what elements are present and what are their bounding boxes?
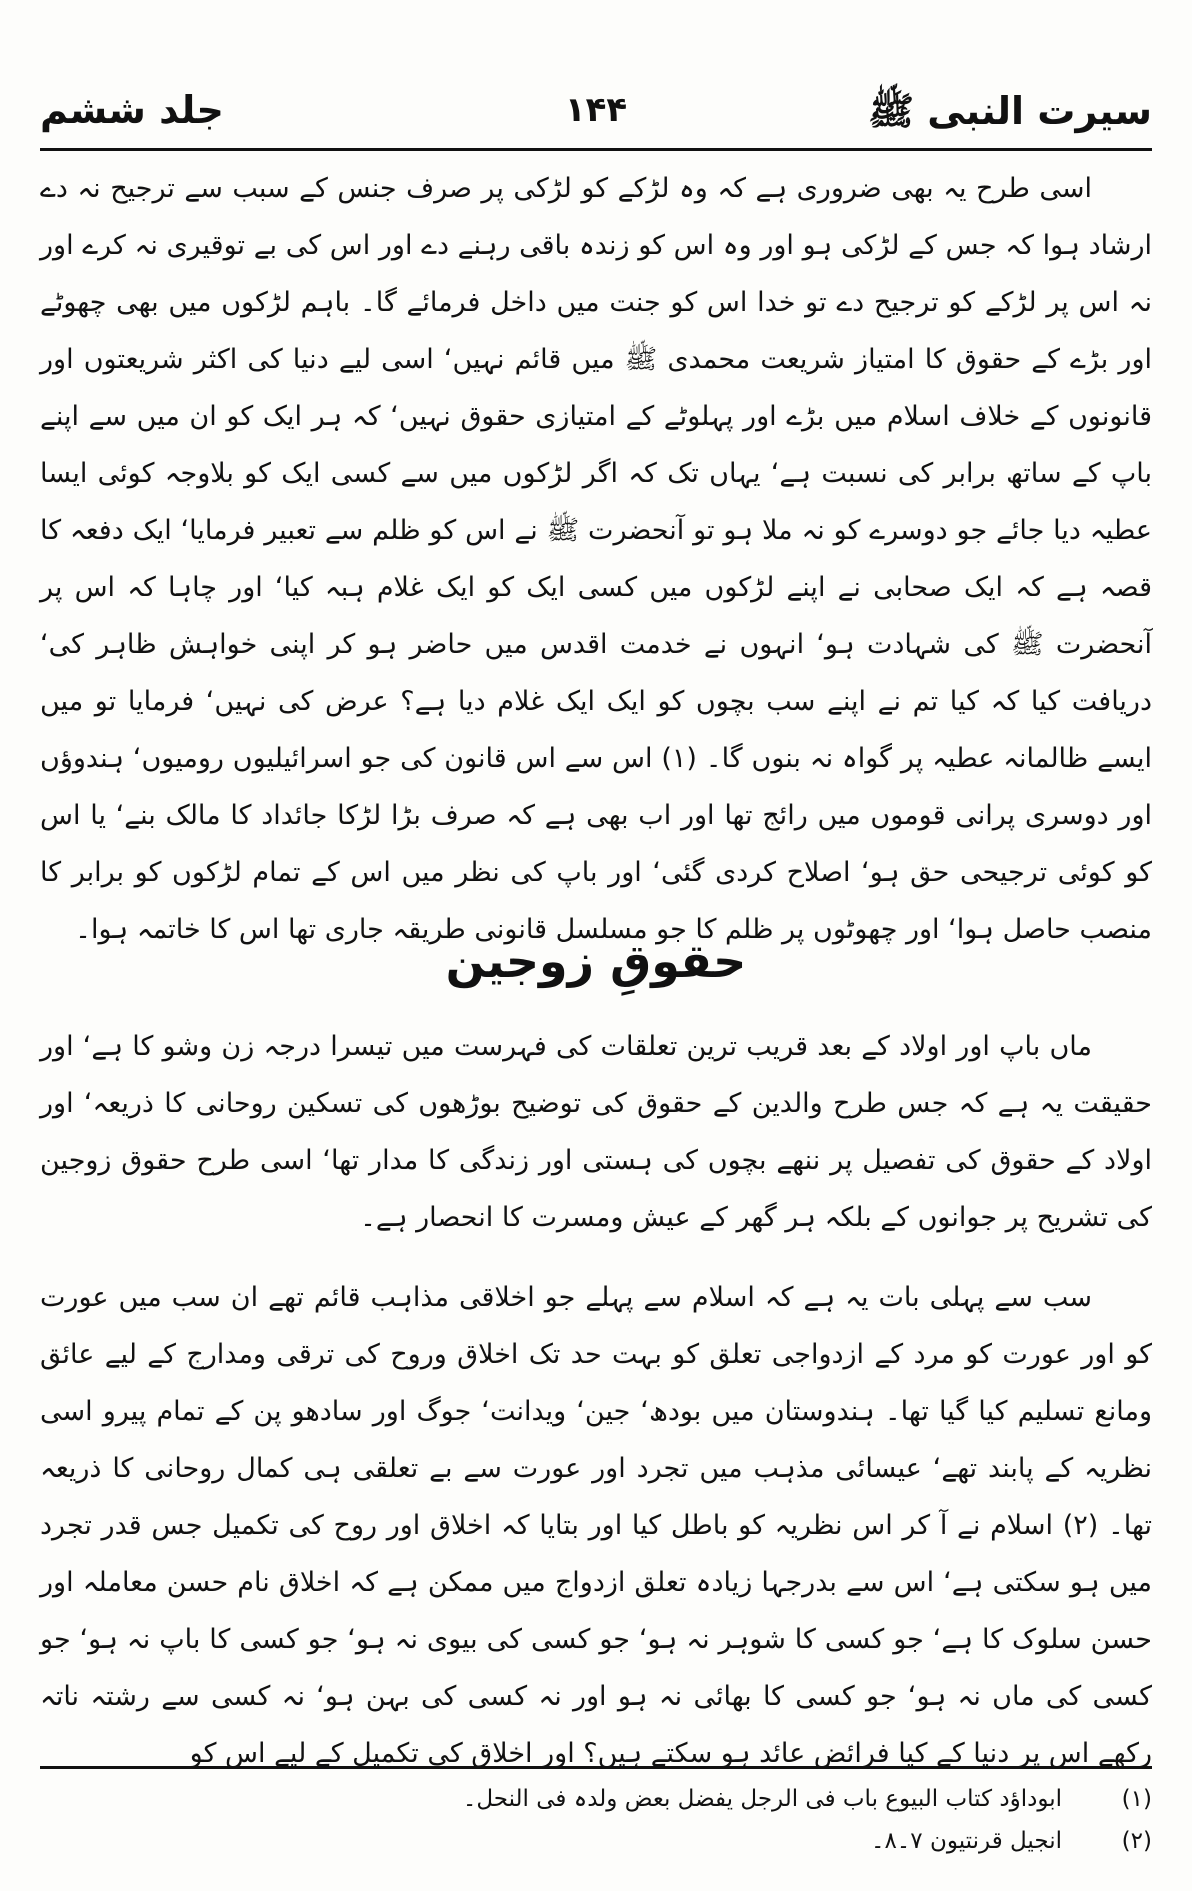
- footnote-number: (۱): [1121, 1786, 1152, 1812]
- paragraph-2: [40, 1018, 1152, 1246]
- volume-label: جلد ششم: [40, 88, 224, 132]
- footnote-rule: [40, 1766, 1152, 1769]
- section-heading: حقوقِ زوجین: [445, 934, 747, 988]
- running-header: [40, 70, 1152, 140]
- paragraph-text: سب سے پہلی بات یہ ہے کہ اسلام سے پہلے جو اخلاقی مذاہب قائم تھے ان سب میں عورت کو اور عورت کو مرد کے ازدواجی تعلق کو بہت حد تک اخلاق وروح کی ترقی ومدارج کے لیے عائق ومانع تسلیم کیا گیا تھا۔ ہندوستان میں بودھ‘ جین‘ ویدانت‘ جوگ اور سادھو پن کے تمام پیرو اسی نظریہ کے پابند تھے‘ عیسائی مذہب میں تجرد اور عورت سے بے تعلقی ہی کمال روحانی کا ذریعہ تھا۔ (۲) اسلام نے آ کر اس نظریہ کو باطل کیا اور بتایا کہ اخلاق اور روح کی تکمیل جس قدر تجرد میں ہو سکتی ہے‘ اس سے بدرجہا زیادہ تعلق ازدواج میں ممکن ہے کہ اخلاق نام حسن معاملہ اور حسن سلوک کا ہے‘ جو کسی کا شوہر نہ ہو‘ جو کسی کی بیوی نہ ہو‘ جو کسی کا باپ نہ ہو‘ جو کسی کی ماں نہ ہو‘ جو کسی کا بھائی نہ ہو اور نہ کسی کی بہن ہو‘ نہ کسی سے رشتہ ناتہ رکھے اس پر دنیا کے کیا فرائض عائد ہو سکتے ہیں؟ اور اخلاق کی تکمیل کے لیے اس کو: [40, 1282, 1152, 1769]
- footnote-text: انجیل قرنتیون ۷۔۸۔: [870, 1828, 1062, 1854]
- header-rule: [40, 148, 1152, 151]
- book-title: سیرت النبی ﷺ: [868, 89, 1152, 133]
- footnotes: [40, 1778, 1152, 1862]
- footnote-number: (۲): [1121, 1828, 1152, 1854]
- footnote-text: ابوداؤد کتاب البیوع باب فی الرجل یفضل بعض ولدہ فی النحل۔: [462, 1786, 1062, 1812]
- footnote-1: [40, 1778, 1152, 1820]
- paragraph-3: [40, 1269, 1152, 1782]
- paragraph-1: [40, 160, 1152, 958]
- page-number: ۱۴۴: [564, 90, 628, 130]
- paragraph-text: ماں باپ اور اولاد کے بعد قریب ترین تعلقات کی فہرست میں تیسرا درجہ زن وشو کا ہے‘ اور حقیقت یہ ہے کہ جس طرح والدین کے حقوق کی توضیح بوڑھوں کی تسکین روحانی کا ذریعہ‘ اور اولاد کے حقوق کی تفصیل پر ننھے بچوں کی ہستی اور زندگی کا مدار تھا‘ اسی طرح حقوق زوجین کی تشریح پر جوانوں کے بلکہ ہر گھر کے عیش ومسرت کا انحصار ہے۔: [40, 1031, 1152, 1233]
- paragraph-text: اسی طرح یہ بھی ضروری ہے کہ وہ لڑکے کو لڑکی پر صرف جنس کے سبب سے ترجیح نہ دے ارشاد ہوا کہ جس کے لڑکی ہو اور وہ اس کو زندہ باقی رہنے دے اور اس کی بے توقیری نہ کرے اور نہ اس پر لڑکے کو ترجیح دے تو خدا اس کو جنت میں داخل فرمائے گا۔ باہم لڑکوں میں بھی چھوٹے اور بڑے کے حقوق کا امتیاز شریعت محمدی ﷺ میں قائم نہیں‘ اسی لیے دنیا کی اکثر شریعتوں اور قانونوں کے خلاف اسلام میں بڑے اور پہلوٹے کے امتیازی حقوق نہیں‘ کہ ہر ایک کو ان میں سے اپنے باپ کے ساتھ برابر کی نسبت ہے‘ یہاں تک کہ اگر لڑکوں میں سے کسی ایک کو بلاوجہ کوئی ایسا عطیہ دیا جائے جو دوسرے کو نہ ملا ہو تو آنحضرت ﷺ نے اس کو ظلم سے تعبیر فرمایا‘ ایک دفعہ کا قصہ ہے کہ ایک صحابی نے اپنے لڑکوں میں کسی ایک کو ایک غلام ہبہ کیا‘ اور چاہا کہ اس پر آنحضرت ﷺ کی شہادت ہو‘ انہوں نے خدمت اقدس میں حاضر ہو کر اپنی خواہش ظاہر کی‘ دریافت کیا کہ کیا تم نے اپنے سب بچوں کو ایک ایک غلام دیا ہے؟ عرض کی نہیں‘ فرمایا تو میں ایسے ظالمانہ عطیہ پر گواہ نہ بنوں گا۔ (۱) اس سے اس قانون کی جو اسرائیلیوں رومیوں‘ ہندوؤں اور دوسری پرانی قوموں میں رائج تھا اور اب بھی ہے کہ صرف بڑا لڑکا جائداد کا مالک بنے‘ یا اس کو کوئی ترجیحی حق ہو‘ اصلاح کردی گئی‘ اور باپ کی نظر میں اس کے تمام لڑکوں کو برابر کا منصب حاصل ہوا‘ اور چھوٹوں پر ظلم کا جو مسلسل قانونی طریقہ جاری تھا اس کا خاتمہ ہوا۔: [40, 173, 1153, 945]
- footnote-2: [40, 1820, 1152, 1862]
